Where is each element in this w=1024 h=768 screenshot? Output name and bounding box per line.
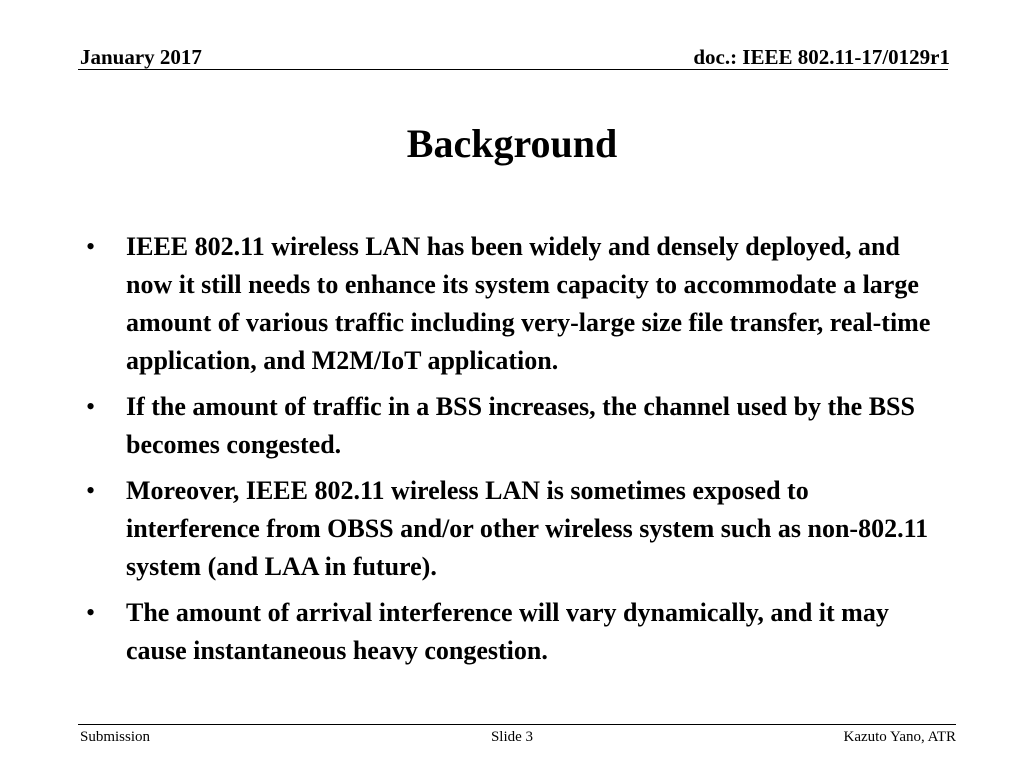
bullet-text: IEEE 802.11 wireless LAN has been widely and densely deployed, and now it still needs to enhance its system capacity to accommodate a large amount of various traffic including very-large size file transfer, real-time application, and M2M/IoT application.: [126, 232, 931, 375]
bullet-text: Moreover, IEEE 802.11 wireless LAN is sometimes exposed to interference from OBSS and/or other wireless system such as non-802.11 system (and LAA in future).: [126, 476, 929, 581]
footer-submission: Submission: [80, 729, 151, 745]
header-doc-id: doc.: IEEE 802.11-17/0129r1: [693, 45, 950, 69]
footer-divider: [78, 724, 956, 725]
bullet-item: [80, 388, 940, 464]
bullet-icon: •: [86, 598, 96, 627]
bullet-text: If the amount of traffic in a BSS increases, the channel used by the BSS becomes congested.: [126, 392, 915, 459]
header-date: January 2017: [80, 45, 202, 69]
footer-author: Kazuto Yano, ATR: [843, 729, 956, 745]
bullet-item: [80, 228, 940, 380]
bullet-item: [80, 594, 940, 670]
bullet-text: The amount of arrival interference will vary dynamically, and it may cause instantaneous heavy congestion.: [126, 598, 889, 665]
bullet-list: [80, 228, 940, 678]
slide-title: Background: [406, 121, 618, 166]
bullet-icon: •: [86, 392, 96, 421]
bullet-icon: •: [86, 476, 96, 505]
footer-slide-number: Slide 3: [490, 729, 534, 745]
bullet-item: [80, 472, 940, 586]
bullet-icon: •: [86, 232, 96, 261]
header-divider: [78, 69, 948, 70]
